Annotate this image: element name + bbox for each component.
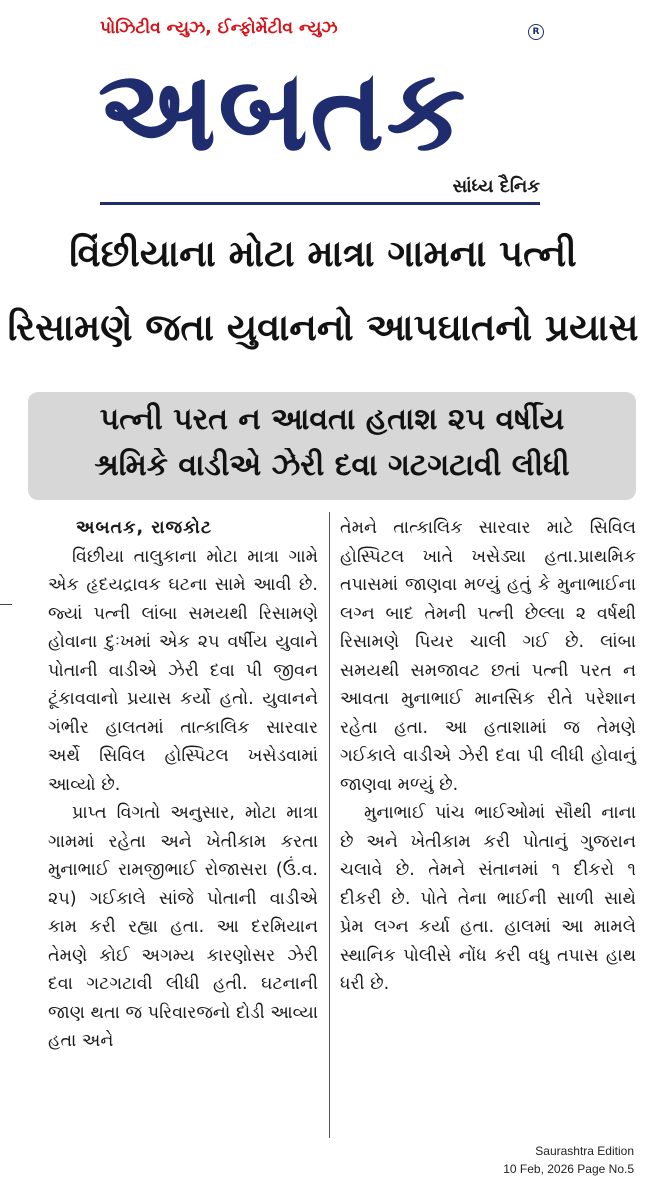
paragraph-3: તેમને તાત્કાલિક સારવાર માટે સિવિલ હોસ્પિટલ ખાતે ખસેડ્યા હતા.પ્રાથમિક તપાસમાં જાણવા મળ્યું હતું કે મુનાભાઈના લગ્ન બાદ તેમની પત્ની છેલ્લા ૨ વર્ષથી રિસામણે પિયર ચાલી ગઈ છે. લાંબા સમયથી સમજાવટ છતાં પત્ની પરત ન આવતા મુનાભાઈ માનસિક રીતે પરેશાન રહેતા હતા. આ હતાશામાં જ તેમણે ગઈકાલે વાડીએ ઝેરી દવા પી લીધી હોવાનું જાણવા મળ્યું છે. bbox=[340, 518, 636, 795]
subheadline-line-2: શ્રમિકે વાડીએ ઝેરી દવા ગટગટાવી લીધી bbox=[94, 448, 570, 483]
footer-edition: Saurashtra Edition bbox=[535, 1144, 634, 1158]
headline-line-1: વિંછીયાના મોટા માત્રા ગામના પત્ની bbox=[69, 232, 577, 275]
edition-type: સાંધ્ય દૈનિક bbox=[452, 176, 540, 197]
tagline: પોઝિટીવ ન્યુઝ, ઈન્ફોર્મેટીવ ન્યુઝ bbox=[100, 18, 338, 38]
article-column-left bbox=[48, 514, 318, 1056]
paragraph-1: વિંછીયા તાલુકાના મોટા માત્રા ગામે એક હૃદયદ્રાવક ઘટના સામે આવી છે. જ્યાં પત્ની લાંબા સમયથી રિસામણે હોવાના દુઃખમાં એક ૨૫ વર્ષીય યુવાને પોતાની વાડીએ ઝેરી દવા પી જીવન ટૂંકાવવાનો પ્રયાસ કર્યો હતો. યુવાનને ગંભીર હાલતમાં તાત્કાલિક સારવાર અર્થે સિવિલ હોસ્પિટલ ખસેડવામાં આવ્યો છે. bbox=[48, 546, 318, 795]
column-divider bbox=[329, 512, 330, 1138]
subheadline-line-1: પત્ની પરત ન આવતા હતાશ ૨૫ વર્ષીય bbox=[99, 402, 565, 437]
newspaper-logo[interactable]: અબતક bbox=[98, 46, 468, 176]
headline-line-2: રિસામણે જતા યુવાનનો આપઘાતનો પ્રયાસ bbox=[7, 306, 639, 349]
article-column-right bbox=[340, 514, 636, 999]
masthead-rule bbox=[100, 202, 540, 205]
subheadline-box bbox=[28, 392, 636, 500]
footer-date-page: 10 Feb, 2026 Page No.5 bbox=[503, 1162, 634, 1176]
registered-mark-icon: R bbox=[528, 24, 544, 40]
margin-mark bbox=[0, 604, 12, 605]
page-footer bbox=[434, 1142, 634, 1178]
paragraph-4: મુનાભાઈ પાંચ ભાઈઓમાં સૌથી નાના છે અને ખેતીકામ કરી પોતાનું ગુજરાન ચલાવે છે. તેમને સંતાનમાં ૧ દીકરો ૧ દીકરી છે. પોતે તેના ભાઈની સાળી સાથે પ્રેમ લગ્ન કર્યા હતા. હાલમાં આ મામલે સ્થાનિક પોલીસે નોંધ કરી વધુ તપાસ હાથ ધરી છે. bbox=[340, 803, 636, 994]
paragraph-2: પ્રાપ્ત વિગતો અનુસાર, મોટા માત્રા ગામમાં રહેતા અને ખેતીકામ કરતા મુનાભાઈ રામજીભાઈ રોજાસરા (ઉં.વ. ૨૫) ગઈકાલે સાંજે પોતાની વાડીએ કામ કરી રહ્યા હતા. આ દરમિયાન તેમણે કોઈ અગમ્ય કારણોસર ઝેરી દવા ગટગટાવી લીધી હતી. ઘટનાની જાણ થતા જ પરિવારજનો દોડી આવ્યા હતા અને bbox=[48, 803, 318, 1051]
dateline: અબતક, રાજકોટ bbox=[76, 518, 213, 538]
masthead bbox=[0, 0, 646, 214]
